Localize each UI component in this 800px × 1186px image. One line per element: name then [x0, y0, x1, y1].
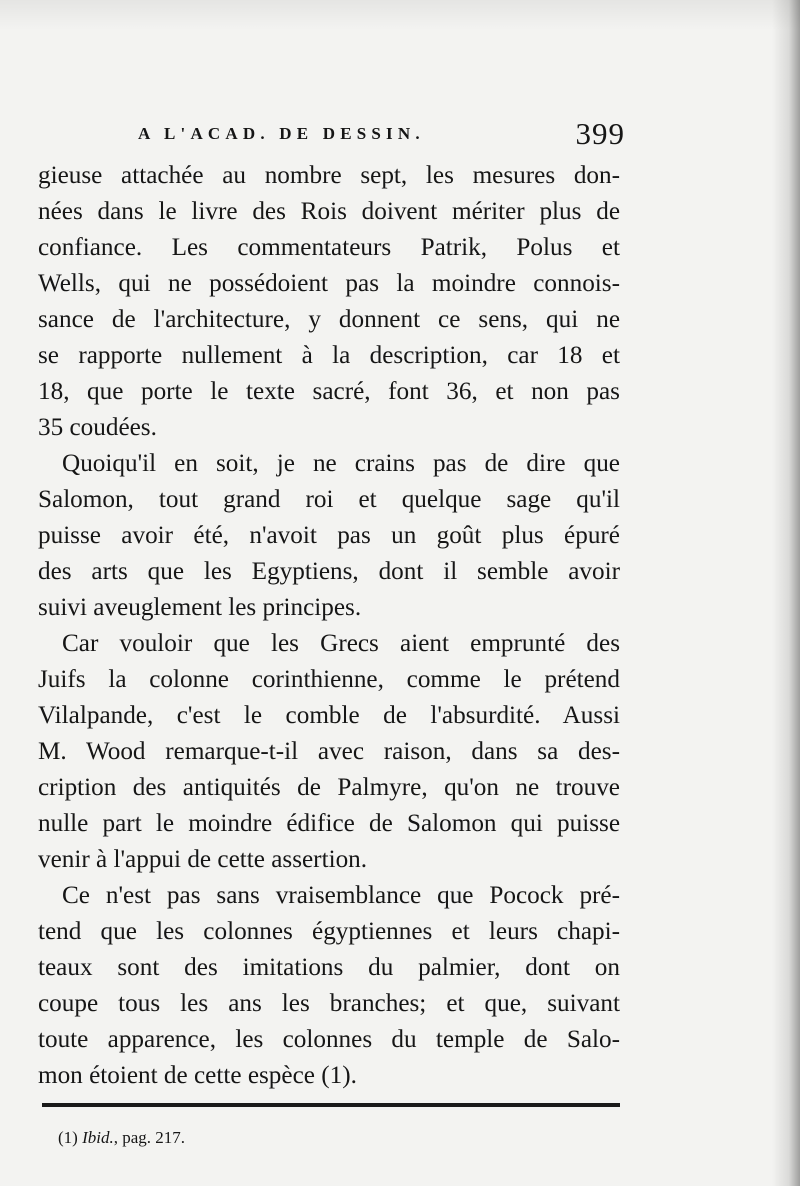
text-line: se rapporte nullement à la description, car 18 et — [38, 342, 620, 369]
text-line: venir à l'appui de cette assertion. — [38, 846, 368, 873]
footnote — [58, 1128, 185, 1148]
paragraph — [38, 626, 620, 878]
body-text — [38, 158, 620, 1094]
footnote-reference: Ibid. — [82, 1128, 114, 1147]
text-line: suivi aveuglement les principes. — [38, 594, 362, 621]
text-line: nulle part le moindre édifice de Salomon qui puisse — [38, 810, 620, 837]
text-line: Salomon, tout grand roi et quelque sage qu'il — [38, 486, 620, 513]
text-line: M. Wood remarque-t-il avec raison, dans sa des- — [38, 738, 620, 765]
text-line: coupe tous les ans les branches; et que, suivant — [38, 990, 620, 1017]
text-line: tend que les colonnes égyptiennes et leurs chapi- — [38, 918, 620, 945]
paragraph — [38, 446, 620, 626]
text-line: Wells, qui ne possédoient pas la moindre connois- — [38, 270, 620, 297]
page-number: 399 — [575, 116, 625, 151]
text-line: Car vouloir que les Grecs aient emprunté des — [62, 630, 620, 657]
paragraph — [38, 158, 620, 446]
text-line: toute apparence, les colonnes du temple de Salo- — [38, 1026, 620, 1053]
footnote-marker: (1) — [58, 1128, 78, 1147]
text-line: 35 coudées. — [38, 414, 157, 441]
text-line: Ce n'est pas sans vraisemblance que Pocock pré- — [62, 882, 620, 909]
text-line: Quoiqu'il en soit, je ne crains pas de dire que — [62, 450, 620, 477]
text-line: sance de l'architecture, y donnent ce sens, qui ne — [38, 306, 620, 333]
text-line: des arts que les Egyptiens, dont il semble avoir — [38, 558, 620, 585]
paragraph — [38, 878, 620, 1094]
text-line: confiance. Les commentateurs Patrik, Polus et — [38, 234, 620, 261]
text-line: teaux sont des imitations du palmier, dont on — [38, 954, 620, 981]
text-line: puisse avoir été, n'avoit pas un goût plus épuré — [38, 522, 620, 549]
running-head: A L'ACAD. DE DESSIN. — [138, 124, 425, 143]
footnote-separator-rule — [42, 1103, 620, 1107]
text-line: cription des antiquités de Palmyre, qu'on ne trouve — [38, 774, 620, 801]
text-line: nées dans le livre des Rois doivent mériter plus de — [38, 198, 620, 225]
footnote-text: , pag. 217. — [113, 1128, 186, 1147]
text-line: mon étoient de cette espèce (1). — [38, 1062, 357, 1089]
page-header — [130, 118, 625, 158]
text-line: Vilalpande, c'est le comble de l'absurdité. Aussi — [38, 702, 620, 729]
text-line: 18, que porte le texte sacré, font 36, et non pas — [38, 378, 620, 405]
text-line: gieuse attachée au nombre sept, les mesures don- — [38, 162, 620, 189]
text-line: Juifs la colonne corinthienne, comme le prétend — [38, 666, 620, 693]
